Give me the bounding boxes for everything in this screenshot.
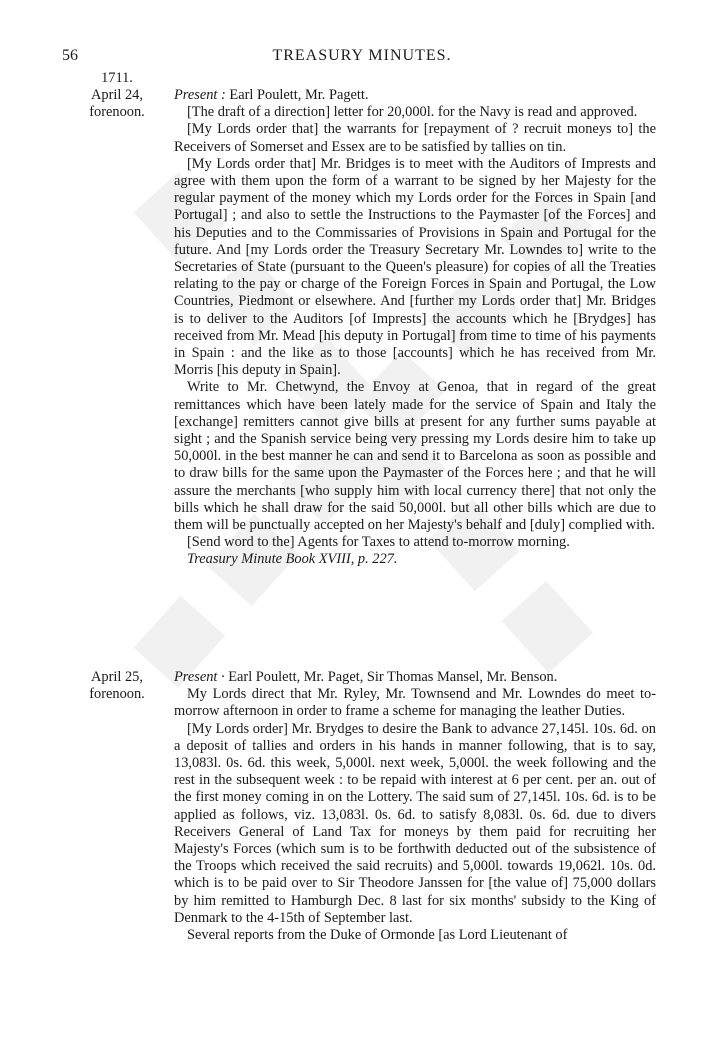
margin-date: April 25, xyxy=(91,669,143,685)
entry1-present xyxy=(174,87,656,104)
margin-date: April 24, xyxy=(91,87,143,104)
entry2-paragraph: Several reports from the Duke of Ormonde [as Lord Lieutenant of xyxy=(187,927,568,944)
present-names: Earl Poulett, Mr. Pagett. xyxy=(225,87,369,103)
margin-year: 1711. xyxy=(101,70,133,86)
margin-time: forenoon. xyxy=(89,686,145,703)
entry1-paragraph: [The draft of a direction] letter for 20,000l. for the Navy is read and approved. xyxy=(187,104,638,121)
entry2-paragraph: [My Lords order] Mr. Brydges to desire the Bank to advance 27,145l. 10s. 6d. on a deposit of tallies and orders in his hands in manner following, that is to say, 13,083l. 0s. 6d. this week, 5,000l. next week, 5,000l. the week following and the rest in the subsequent week : to be repaid with interest at 6 per cent. per an. out of the first money coming in on the Lottery. The said sum of 27,145l. 10s. 6d. is to be applied as follows, viz. 13,083l. 0s. 6d. to satisfy 8,083l. 0s. 6d. due to divers Receivers General of Land Tax for moneys by them paid for recruiting her Majesty's Forces (which sum is to be forthwith deducted out of the subsistence of the Troops which received the said recruits) and 5,000l. towards 19,062l. 10s. 0d. which is to be paid over to Sir Theodore Janssen for [the value of] 75,000 dollars by him remitted to Hamburgh Dec. 8 last for six months' subsidy to the King of Denmark to the 4-15th of September last. xyxy=(174,720,656,926)
present-names: Earl Poulett, Mr. Paget, Sir Thomas Mansel, Mr. Benson. xyxy=(224,669,558,685)
entry1-paragraph: [My Lords order that] the warrants for [repayment of ? recruit moneys to] the Receivers of Somerset and Essex are to be satisfied by tallies on tin. xyxy=(174,121,656,155)
entry1-paragraph: Write to Mr. Chetwynd, the Envoy at Genoa, that in regard of the great remittances which have been lately made for the service of Spain and Italy the [exchange] remitters cannot give bills at present for any further sums payable at sight ; and the Spanish service being very pressing my Lords desire him to take up 50,000l. in the best manner he can and send it to Barcelona as soon as possible and to draw bills for the same upon the Paymaster of the Forces here ; and that he will assure the merchants [who supply him with local currency there] that not only the bills which he shall draw for the said 50,000l. but all other bills which are due to them will be punctually accepted on her Majesty's behalf and [duly] complied with. xyxy=(174,379,656,534)
running-title: TREASURY MINUTES. xyxy=(272,47,452,64)
page-header xyxy=(62,47,662,69)
present-label: Present · xyxy=(174,669,225,685)
entry1-body xyxy=(174,87,656,569)
page-number: 56 xyxy=(62,47,78,64)
margin-time: forenoon. xyxy=(89,104,145,121)
margin-note-entry1 xyxy=(62,70,172,122)
entry2-body xyxy=(174,669,656,944)
entry1-paragraph: [Send word to the] Agents for Taxes to attend to-morrow morning. xyxy=(187,534,570,551)
present-label: Present : xyxy=(174,87,226,103)
entry1-paragraph: [My Lords order that] Mr. Bridges is to meet with the Auditors of Imprests and agree with them upon the form of a warrant to be signed by her Majesty for the regular payment of the money which my Lords order for the Forces in Spain [and Portugal] ; and also to settle the Instructions to the Paymaster [of the Forces] and his Deputies and to the Commissaries of Provisions in Spain and Portugal for the future. And [my Lords order the Treasury Secretary Mr. Lowndes to] write to the Secretaries of State (pursuant to the Queen's pleasure) for copies of all the Treaties relating to the pay or charge of the Foreign Forces in Spain and Portugal, the Low Countries, Piedmont or elsewhere. And [further my Lords order that] Mr. Bridges is to deliver to the Auditors [of Imprests] the accounts which he [Brydges] has received from Mr. Mead [his deputy in Portugal] from time to time of his payments in Spain : and the like as to those [accounts] which he has received from Mr. Morris [his deputy in Spain]. xyxy=(174,155,656,379)
entry1-source: Treasury Minute Book XVIII, p. 227. xyxy=(187,551,398,568)
entry2-paragraph: My Lords direct that Mr. Ryley, Mr. Townsend and Mr. Lowndes do meet to-morrow afternoon in order to frame a scheme for managing the leather Duties. xyxy=(174,686,656,720)
entry2-present xyxy=(174,669,656,686)
margin-note-entry2 xyxy=(62,669,172,703)
